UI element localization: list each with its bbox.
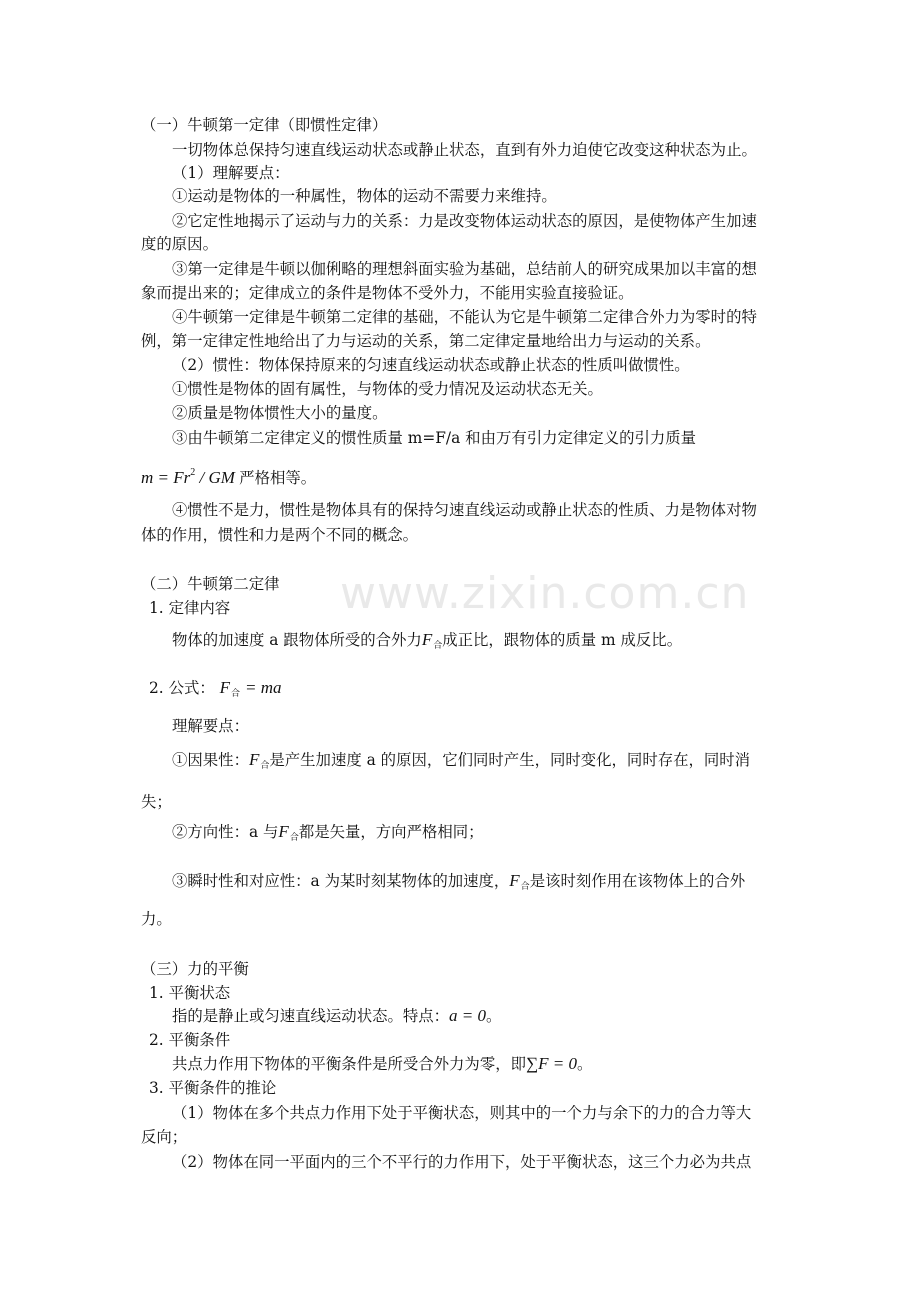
paragraph: ①惯性是物体的固有属性，与物体的受力情况及运动状态无关。 <box>172 380 603 398</box>
formula-line <box>141 463 316 488</box>
subheading: 2. 平衡条件 <box>149 1031 231 1049</box>
paragraph: ③第一定律是牛顿以伽俐略的理想斜面实验为基础，总结前人的研究成果加以丰富的想 <box>172 260 757 278</box>
paragraph: ①因果性：$F_合$是产生加速度 a 的原因，它们同时产生，同时变化，同时存在，同时消 <box>172 750 751 771</box>
paragraph: ③由牛顿第二定律定义的惯性质量 m=F/a 和由万有引力定律定义的引力质量 <box>172 429 697 447</box>
paragraph: ④牛顿第一定律是牛顿第二定律的基础，不能认为它是牛顿第二定律合外力为零时的特 <box>172 308 757 326</box>
formula-f-he: $F_合$ <box>509 871 530 892</box>
paragraph: 物体的加速度 a 跟物体所受的合外力$F_合$成正比，跟物体的质量 m 成反比。 <box>172 630 683 651</box>
paragraph: ②质量是物体惯性大小的量度。 <box>172 404 388 422</box>
formula-line: 2. 公式： $F_合$ = ma <box>149 678 282 699</box>
paragraph: ①运动是物体的一种属性，物体的运动不需要力来维持。 <box>172 187 557 205</box>
paragraph: 度的原因。 <box>141 235 218 253</box>
formula-div-gm: / GM <box>195 468 240 487</box>
paragraph: ③瞬时性和对应性：a 为某时刻某物体的加速度，$F_合$是该时刻作用在该物体上的合外 <box>172 871 746 892</box>
formula-sup: 2 <box>190 467 196 478</box>
paragraph: 一切物体总保持匀速直线运动状态或静止状态，直到有外力迫使它改变这种状态为止。 <box>172 141 757 159</box>
paragraph: ②它定性地揭示了运动与力的关系：力是改变物体运动状态的原因，是使物体产生加速 <box>172 212 757 230</box>
paragraph: 体的作用，惯性和力是两个不同的概念。 <box>141 526 419 544</box>
subheading: 3. 平衡条件的推论 <box>149 1079 277 1097</box>
paragraph: 失； <box>141 793 172 811</box>
paragraph: 力。 <box>141 910 172 928</box>
formula-f-he: $F_合$ <box>421 630 443 651</box>
formula-f-he: $F_合$ <box>278 822 299 843</box>
paragraph: （2）物体在同一平面内的三个不平行的力作用下，处于平衡状态，这三个力必为共点 <box>172 1153 752 1171</box>
paragraph: ④惯性不是力，惯性是物体具有的保持匀速直线运动或静止状态的性质、力是物体对物 <box>172 501 757 519</box>
paragraph: 共点力作用下物体的平衡条件是所受合外力为零，即∑F = 0。 <box>172 1054 593 1073</box>
formula-eq: = ma <box>244 678 282 697</box>
watermark: www.zixin.com.cn <box>340 568 750 619</box>
formula-a-zero: a = 0 <box>449 1006 487 1025</box>
subheading: 1. 平衡状态 <box>149 984 231 1002</box>
paragraph: （1）物体在多个共点力作用下处于平衡状态，则其中的一个力与余下的力的合力等大 <box>172 1104 752 1122</box>
formula-f-he: $F_合$ <box>219 678 241 699</box>
paragraph: 反向； <box>141 1128 188 1146</box>
subheading: 1. 定律内容 <box>149 599 231 617</box>
paragraph: （2）惯性：物体保持原来的匀速直线运动状态或静止状态的性质叫做惯性。 <box>172 356 690 374</box>
paragraph: 象而提出来的；定律成立的条件是物体不受外力，不能用实验直接验证。 <box>141 284 634 302</box>
paragraph: 理解要点： <box>172 717 249 735</box>
paragraph: ②方向性：a 与$F_合$都是矢量，方向严格相同； <box>172 822 484 843</box>
formula-sum-zero: ∑F = 0 <box>526 1054 577 1073</box>
section-1-title: （一）牛顿第一定律（即惯性定律） <box>141 116 388 134</box>
formula-f-he: $F_合$ <box>248 750 270 771</box>
paragraph: 例，第一定律定性地给出了力与运动的关系，第二定律定量地给出力与运动的关系。 <box>141 332 711 350</box>
section-2-title: （二）牛顿第二定律 <box>141 575 280 593</box>
paragraph: （1）理解要点： <box>172 164 290 182</box>
paragraph: 指的是静止或匀速直线运动状态。特点：a = 0。 <box>172 1006 502 1025</box>
section-3-title: （三）力的平衡 <box>141 960 249 978</box>
formula-suffix: 严格相等。 <box>239 469 317 487</box>
formula-m-eq: m = Fr <box>141 468 191 487</box>
